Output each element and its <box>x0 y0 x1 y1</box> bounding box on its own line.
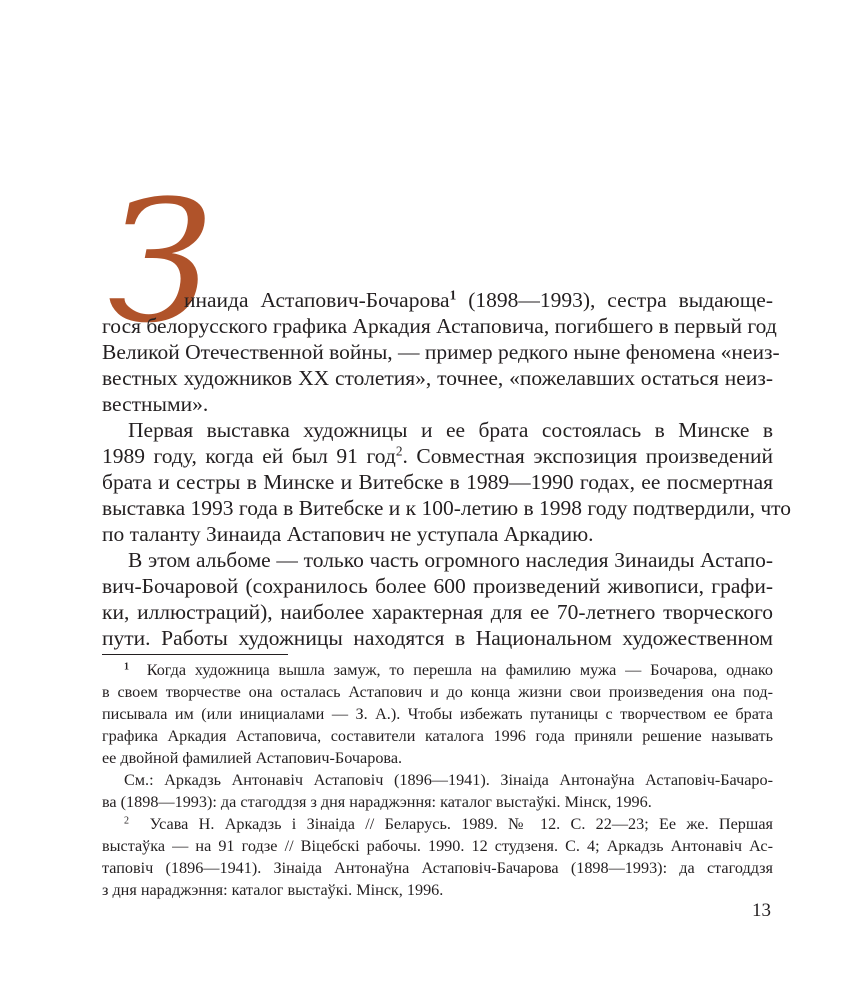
footnote-ref-2[interactable]: 2 <box>395 443 403 459</box>
text-fragment: (1898—1993), сестра выдающе- <box>456 288 773 312</box>
paragraph-2-line-5: по таланту Зинаида Астапович не уступала Аркадию. <box>102 522 594 546</box>
paragraph-1-line-2: гося белорусского графика Аркадия Астаповича, погибшего в первый год <box>102 314 777 338</box>
paragraph-2-line-4: выставка 1993 года в Витебске и к 100-летию в 1998 году подтвердили, что <box>102 496 792 520</box>
footnote-1-line-1 <box>124 660 773 682</box>
paragraph-1-line-1 <box>184 288 773 313</box>
paragraph-1-line-3: Великой Отечественной войны, — пример редкого ныне феномена «неиз- <box>102 340 780 364</box>
footnote-ref-1[interactable]: 1 <box>449 287 457 303</box>
text-fragment: 1989 году, когда ей был 91 год <box>102 444 396 468</box>
footnote-2-line-2: выстаўка — на 91 годзе // Віцебскі рабочы. 1990. 12 студзеня. С. 4; Аркадзь Антонавіч Ас- <box>102 837 773 855</box>
footnote-1b-line-2: ва (1898—1993): да стагоддзя з дня нараджэння: каталог выстаўкі. Мінск, 1996. <box>102 793 652 811</box>
footnote-1-mark: 1 <box>124 661 130 673</box>
footnote-1-line-3: писывала им (или инициалами — З. А.). Чтобы избежать путаницы с творчеством ее брата <box>102 705 773 723</box>
text-fragment: . Совместная экспозиция произведений <box>402 444 773 468</box>
footnote-1-line-5: ее двойной фамилией Астапович-Бочарова. <box>102 749 403 767</box>
drop-cap-letter: З <box>108 164 213 360</box>
page-number: 13 <box>752 900 771 921</box>
footnote-separator <box>102 654 288 655</box>
paragraph-1-line-4: вестных художников ХХ столетия», точнее, «пожелавших остаться неиз- <box>102 366 773 390</box>
text-fragment: Усава Н. Аркадзь і Зінаіда // Беларусь. 1989. № 12. С. 22—23; Ее же. Першая <box>149 815 773 833</box>
paragraph-3-line-1: В этом альбоме — только часть огромного наследия Зинаиды Астапо- <box>128 548 773 572</box>
footnote-1-line-4: графика Аркадия Астаповича, составители каталога 1996 года приняли решение называть <box>102 727 773 745</box>
paragraph-3-line-4: пути. Работы художницы находятся в Национальном художественном <box>102 626 773 650</box>
footnote-2-mark: 2 <box>124 815 130 827</box>
paragraph-3-line-3: ки, иллюстраций), наиболее характерная для ее 70-летнего творческого <box>102 600 773 624</box>
footnote-1-line-2: в своем творчестве она осталась Астапович и до конца жизни свои произведения она под- <box>102 683 773 701</box>
paragraph-2-line-3: брата и сестры в Минске и Витебске в 1989—1990 годах, ее посмертная <box>102 470 773 494</box>
text-fragment: Когда художница вышла замуж, то перешла на фамилию мужа — Бочарова, однако <box>146 661 774 679</box>
paragraph-2-line-1: Первая выставка художницы и ее брата состоялась в Минске в <box>128 418 773 442</box>
paragraph-2-line-2 <box>102 444 773 469</box>
text-fragment: инаида Астапович-Бочарова <box>184 288 450 312</box>
footnote-2-line-3: таповіч (1896—1941). Зінаіда Антонаўна Астаповіч-Бачарова (1898—1993): да стагоддзя <box>102 859 773 877</box>
footnote-2-line-4: з дня нараджэння: каталог выстаўкі. Мінск, 1996. <box>102 881 444 899</box>
footnote-2-line-1 <box>124 814 773 836</box>
footnote-1b-line-1: См.: Аркадзь Антонавіч Астаповіч (1896—1941). Зінаіда Антонаўна Астаповіч-Бачаро- <box>124 771 773 789</box>
paragraph-1-line-5: вестными». <box>102 392 209 416</box>
paragraph-3-line-2: вич-Бочаровой (сохранилось более 600 произведений живописи, графи- <box>102 574 773 598</box>
